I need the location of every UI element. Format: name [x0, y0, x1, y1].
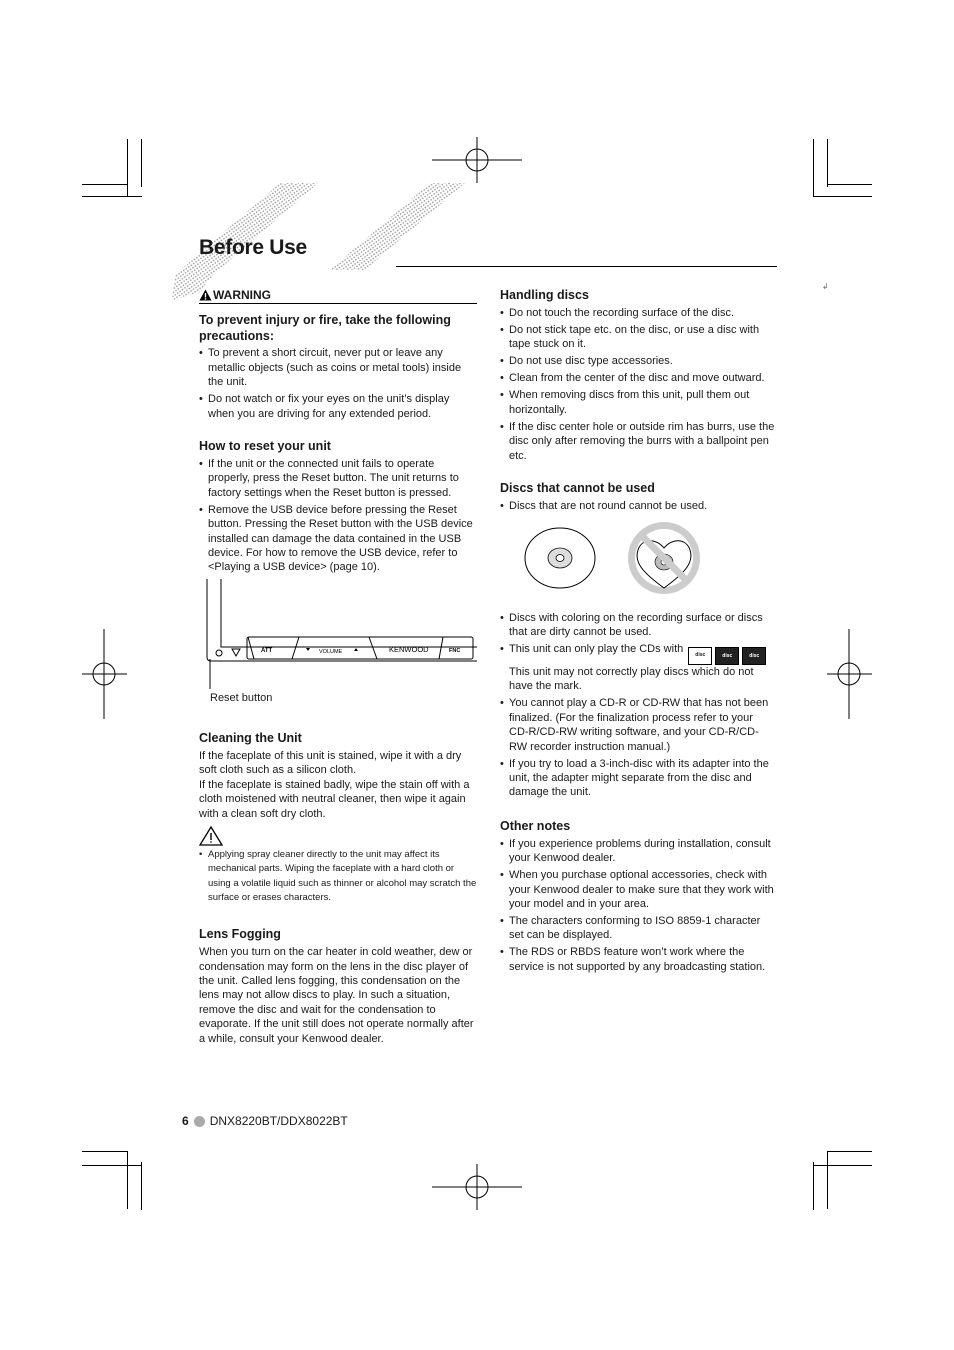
list-item: • You cannot play a CD-R or CD-RW that has not been finalized. (For the finalization process refer to your CD-R/CD-RW writing software, and your CD-R/CD-RW recorder instruction manual.)	[500, 696, 775, 754]
cleaning-heading: Cleaning the Unit	[199, 730, 302, 745]
other-list	[500, 837, 775, 974]
caution-icon	[199, 826, 223, 846]
list-item: • If the unit or the connected unit fails to operate properly, press the Reset button. The unit returns to factory settings when the Reset button is pressed.	[199, 457, 477, 500]
list-item-cd	[500, 642, 775, 693]
warning-list	[199, 346, 477, 421]
reset-heading: How to reset your unit	[199, 439, 331, 454]
model-name: DNX8220BT/DDX8022BT	[209, 1114, 348, 1128]
page-footer	[182, 1114, 348, 1128]
fnc-label: FNC	[449, 647, 461, 654]
logo-label: disc	[749, 652, 760, 659]
list-item: • When you purchase optional accessories, check with your Kenwood dealer to make sure that they work with your model and in your area.	[500, 868, 775, 911]
logo-label: disc	[722, 652, 733, 659]
list-item: • Do not stick tape etc. on the disc, or use a disc with tape stuck on it.	[500, 323, 775, 352]
cd-line-1: This unit can only play the CDs with	[509, 643, 684, 656]
warning-heading: To prevent injury or fire, take the following precautions:	[199, 313, 451, 344]
volume-up-icon	[354, 648, 358, 651]
list-item: • Do not watch or fix your eyes on the unit’s display when you are driving for any extended period.	[199, 392, 477, 421]
list-item: • Discs with coloring on the recording surface or discs that are dirty cannot be used.	[500, 611, 775, 640]
cd-logos	[688, 647, 766, 665]
warning-icon	[199, 289, 212, 301]
att-label: ATT	[261, 647, 273, 654]
page-title: Before Use	[199, 236, 307, 259]
list-item: • Remove the USB device before pressing the Reset button. Pressing the Reset button with the USB device installed can damage the data contained in the USB device. For how to remove the USB device, refer to <Playing a USB device> (page 10).	[199, 503, 477, 575]
caution-list	[199, 848, 477, 905]
list-item: • The RDS or RBDS feature won’t work where the service is not supported by any broadcasting station.	[500, 945, 775, 974]
other-heading: Other notes	[500, 818, 571, 833]
list-item: • The characters conforming to ISO 8859-1 character set can be displayed.	[500, 914, 775, 943]
left-column	[199, 288, 477, 1046]
handling-heading: Handling discs	[500, 288, 589, 302]
faceplate-drawing	[199, 579, 479, 689]
round-disc-icon	[525, 528, 595, 588]
list-item: • Do not touch the recording surface of the disc.	[500, 306, 775, 320]
bullet-dot-icon	[194, 1116, 205, 1127]
cleaning-para-2: If the faceplate is stained badly, wipe the stain off with a cloth moistened with neutral cleaner, then wipe it again with a clean soft dry cloth.	[199, 778, 470, 820]
list-item: • Do not use disc type accessories.	[500, 354, 775, 368]
reset-list	[199, 457, 477, 575]
brand-label: KENWOOD	[389, 644, 429, 654]
list-item: • If the disc center hole or outside rim has burrs, use the disc only after removing the burrs with a ballpoint pen etc.	[500, 420, 775, 463]
fogging-text: When you turn on the car heater in cold weather, dew or condensation may form on the lens in the disc player of the unit. Called lens fogging, this condensation on the lens may not allow discs to play. In such a situation, remove the disc and wait for the condensation to evaporate. If the unit still does not operate normally after a while, consult your Kenwood dealer.	[199, 946, 474, 1045]
device-illustration	[199, 579, 477, 707]
list-item: • If you experience problems during installation, consult your Kenwood dealer.	[500, 837, 775, 866]
list-item: • If you try to load a 3-inch-disc with its adapter into the unit, the adapter might separate from the disc and damage the unit.	[500, 757, 775, 800]
warning-header	[199, 288, 477, 304]
handling-list	[500, 306, 775, 463]
list-item: • Applying spray cleaner directly to the unit may affect its mechanical parts. Wiping the faceplate with a hard cloth or using a volatile liquid such as thinner or alcohol may scratch the surface or erases characters.	[199, 848, 477, 905]
list-item: • To prevent a short circuit, never put or leave any metallic objects (such as coins or metal tools) inside the unit.	[199, 346, 477, 389]
cd-line-2: This unit may not correctly play discs which do not have the mark.	[509, 665, 754, 693]
cannot-list-2	[500, 611, 775, 800]
list-item: • Discs that are not round cannot be used.	[500, 499, 775, 513]
list-item: • Clean from the center of the disc and move outward.	[500, 371, 775, 385]
page-number: 6	[182, 1114, 189, 1128]
cannot-heading: Discs that cannot be used	[500, 481, 655, 496]
cleaning-para-1: If the faceplate of this unit is stained, wipe it with a dry soft cloth such as a silicon cloth.	[199, 749, 462, 777]
reset-caption: Reset button	[210, 691, 273, 704]
right-column	[500, 287, 775, 977]
logo-label: disc	[695, 652, 706, 659]
list-item: • When removing discs from this unit, pull them out horizontally.	[500, 388, 775, 417]
cannot-list-1	[500, 499, 775, 513]
margin-mark: ↲	[822, 282, 829, 291]
compact-disc-logo	[742, 647, 766, 665]
compact-disc-logo	[688, 647, 712, 665]
volume-label: VOLUME	[319, 648, 343, 655]
warning-label: WARNING	[213, 288, 271, 302]
volume-down-icon	[306, 648, 310, 651]
heart-disc-prohibited-icon	[628, 522, 700, 594]
title-rule	[396, 266, 777, 267]
fogging-heading: Lens Fogging	[199, 927, 281, 942]
disc-illustration	[522, 516, 732, 601]
compact-disc-logo	[715, 647, 739, 665]
